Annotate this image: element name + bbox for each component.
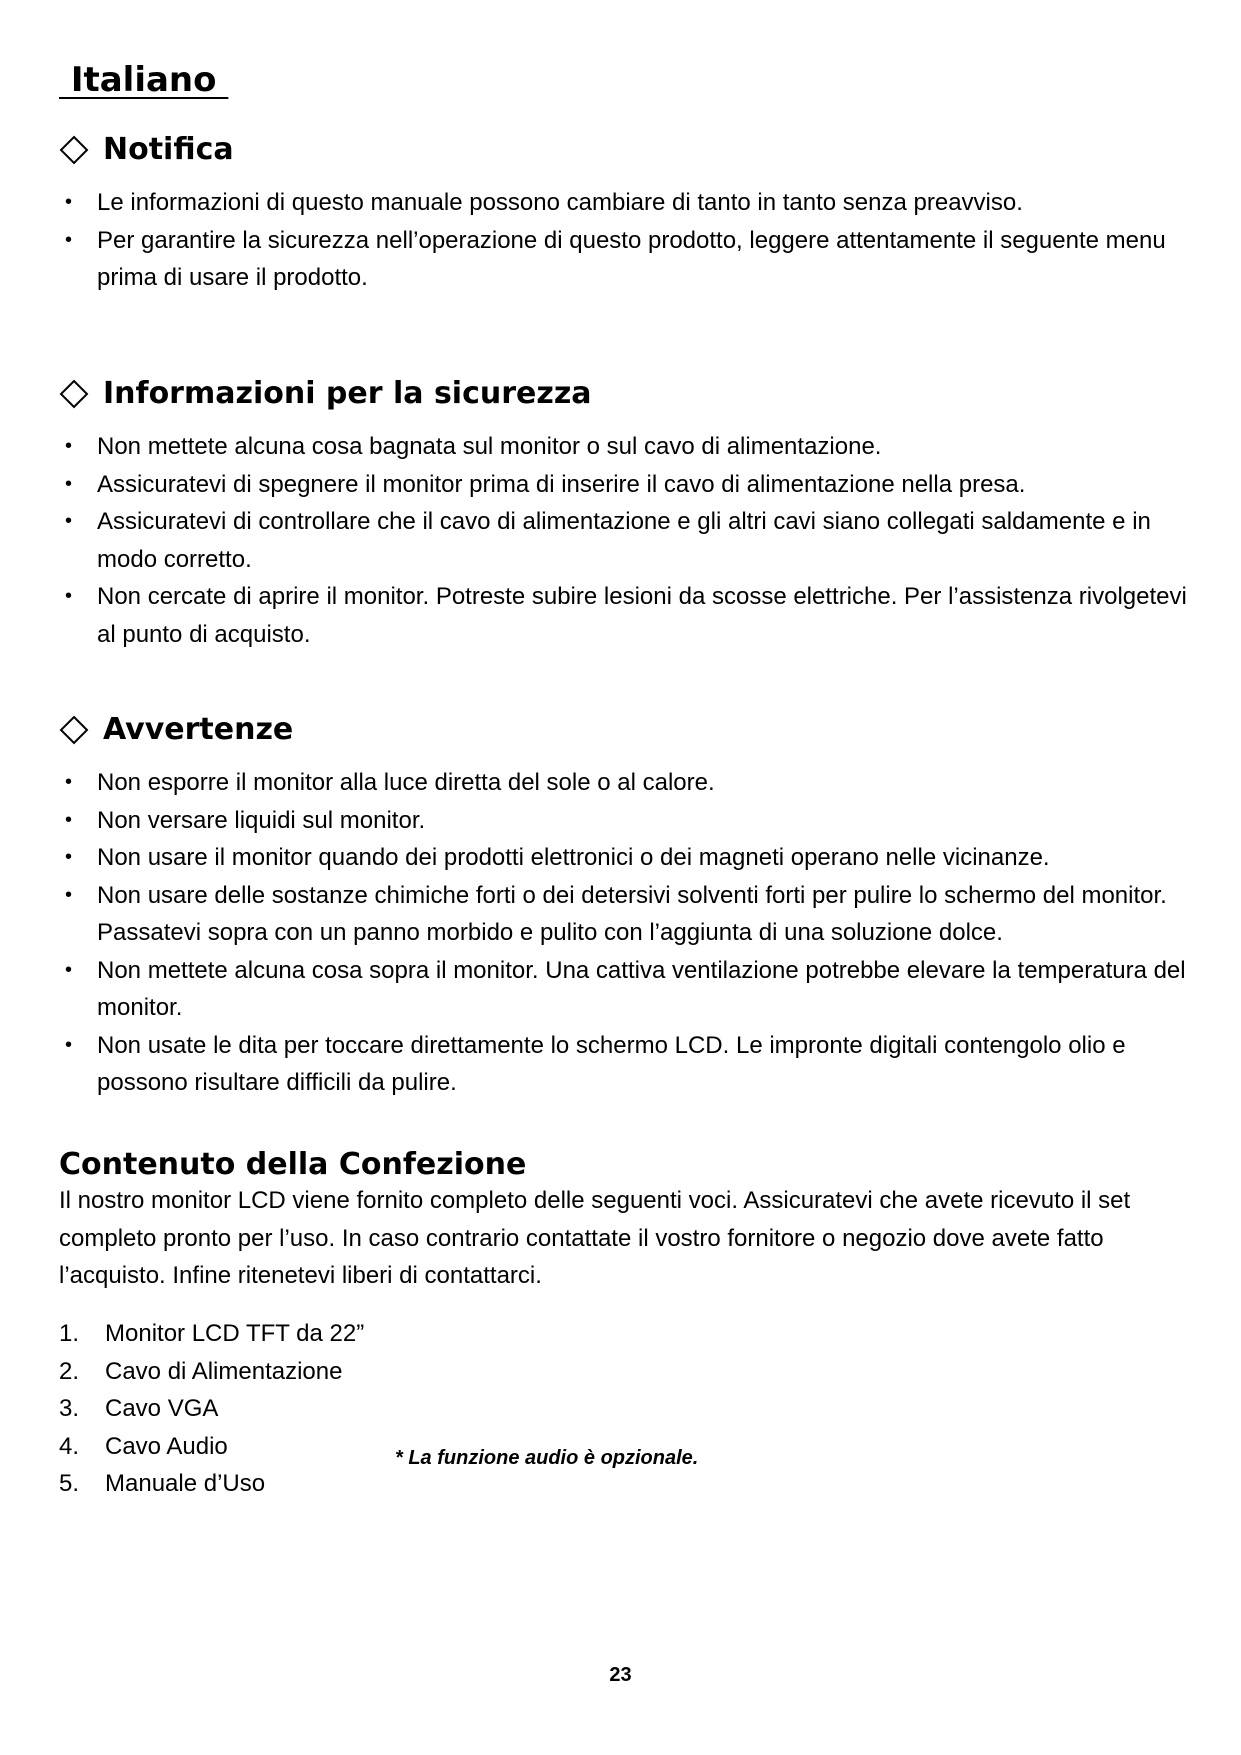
- contents-heading: Contenuto della Confezione: [59, 1147, 527, 1182]
- bullet-icon: •: [65, 472, 73, 495]
- list-item: • Non esporre il monitor alla luce diretta del sole o al calore.: [59, 764, 1189, 802]
- list-item: • Le informazioni di questo manuale possono cambiare di tanto in tanto senza preavviso.: [59, 184, 1189, 222]
- list-item: • Non usare il monitor quando dei prodotti elettronici o dei magneti operano nelle vicinanze.: [59, 839, 1189, 877]
- list-item: 3. Cavo VGA: [59, 1395, 219, 1422]
- diamond-outline-icon: [59, 379, 89, 409]
- bullet-icon: •: [65, 1033, 73, 1056]
- diamond-outline-icon: [59, 135, 89, 165]
- warnings-list: [59, 764, 1189, 1102]
- page-number: 23: [609, 1664, 632, 1686]
- language-title: Italiano: [59, 60, 229, 100]
- list-item: • Non cercate di aprire il monitor. Potreste subire lesioni da scosse elettriche. Per l’assistenza rivolgetevi al punto di acquisto.: [59, 578, 1189, 653]
- notice-heading: [59, 130, 1189, 170]
- list-item: • Non usate le dita per toccare direttamente lo schermo LCD. Le impronte digitali contengolo olio e possono risultare difficili da pulire.: [59, 1027, 1189, 1102]
- list-item: 5. Manuale d’Uso: [59, 1470, 266, 1497]
- list-item: 2. Cavo di Alimentazione: [59, 1357, 343, 1385]
- diamond-outline-icon: [59, 715, 89, 745]
- bullet-icon: •: [65, 435, 73, 457]
- bullet-icon: •: [65, 510, 73, 532]
- contents-list: [59, 1315, 759, 1503]
- safety-list: [59, 428, 1189, 653]
- list-item: • Non mettete alcuna cosa bagnata sul monitor o sul cavo di alimentazione.: [59, 428, 1189, 466]
- warnings-heading: [59, 710, 1189, 750]
- notice-heading-text: Notifica: [103, 132, 234, 167]
- bullet-icon: •: [65, 585, 73, 607]
- contents-intro: Il nostro monitor LCD viene fornito completo delle seguenti voci. Assicuratevi che avete ricevuto il set completo pronto per l’uso. In caso contrario contattate il vostro fornitore o negozio dove avete fatto l’acquisto. Infine ritenetevi liberi di contattarci.: [59, 1187, 1131, 1289]
- warnings-heading-text: Avvertenze: [103, 712, 294, 747]
- safety-heading-text: Informazioni per la sicurezza: [103, 376, 592, 411]
- list-item: • Assicuratevi di controllare che il cavo di alimentazione e gli altri cavi siano collegati saldamente e in modo corretto.: [59, 503, 1189, 578]
- list-item: • Non versare liquidi sul monitor.: [59, 802, 1189, 840]
- list-item: 4. Cavo Audio: [59, 1432, 228, 1460]
- safety-section: [59, 374, 1189, 653]
- list-item: • Non usare delle sostanze chimiche forti o dei detersivi solventi forti per pulire lo schermo del monitor. Passatevi sopra con un panno morbido e pulito con l’aggiunta di una soluzione dolce.: [59, 877, 1189, 952]
- safety-heading: [59, 374, 1189, 414]
- list-item: 1. Monitor LCD TFT da 22”: [59, 1320, 365, 1347]
- bullet-icon: •: [65, 191, 73, 213]
- bullet-icon: •: [65, 846, 73, 868]
- bullet-icon: •: [65, 808, 73, 831]
- list-item: • Per garantire la sicurezza nell’operazione di questo prodotto, leggere attentamente il seguente menu prima di usare il prodotto.: [59, 222, 1189, 297]
- bullet-icon: •: [65, 771, 73, 793]
- audio-note: * La funzione audio è opzionale.: [395, 1447, 699, 1469]
- list-item: • Assicuratevi di spegnere il monitor prima di inserire il cavo di alimentazione nella presa.: [59, 466, 1189, 504]
- warnings-section: [59, 710, 1189, 1102]
- bullet-icon: •: [65, 228, 73, 251]
- list-item: • Non mettete alcuna cosa sopra il monitor. Una cattiva ventilazione potrebbe elevare la temperatura del monitor.: [59, 952, 1189, 1027]
- bullet-icon: •: [65, 958, 73, 981]
- notice-section: [59, 130, 1189, 297]
- notice-list: [59, 184, 1189, 297]
- bullet-icon: •: [65, 883, 73, 906]
